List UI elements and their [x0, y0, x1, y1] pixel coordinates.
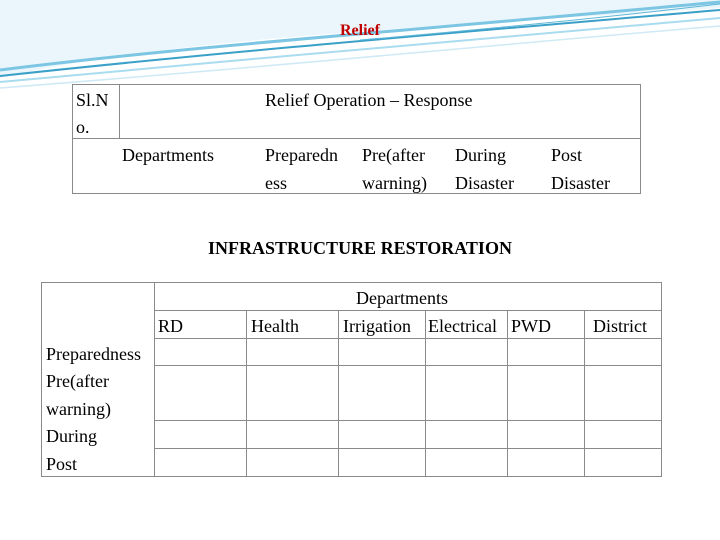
table2-divider-rd	[246, 310, 247, 477]
table1-border-right	[640, 84, 641, 194]
table2-line-row3	[154, 448, 662, 449]
table2-divider-pwd	[584, 310, 585, 477]
section-subtitle: INFRASTRUCTURE RESTORATION	[208, 238, 512, 258]
table2-line-row1	[154, 365, 662, 366]
col-post-line2: Disaster	[551, 173, 610, 193]
slide-title: Relief	[340, 22, 380, 39]
col-header-district: District	[593, 316, 647, 336]
table2-divider-irrigation	[425, 310, 426, 477]
table2-departments-header: Departments	[356, 288, 448, 308]
col-preparedness-line2: ess	[265, 173, 287, 193]
table1-border-top	[72, 84, 641, 85]
table2-divider-electrical	[507, 310, 508, 477]
col-header-electrical: Electrical	[428, 316, 497, 336]
col-pre-warning-line1: Pre(after	[362, 145, 425, 165]
departments-label: Departments	[122, 145, 214, 165]
row-label-post: Post	[46, 454, 78, 474]
col-during-line2: Disaster	[455, 173, 514, 193]
col-header-irrigation: Irrigation	[343, 316, 411, 336]
row-label-during: During	[46, 426, 97, 446]
table2-border-right	[661, 282, 662, 477]
col-header-rd: RD	[158, 316, 184, 336]
sl-no-label-line1: Sl.N	[76, 90, 109, 110]
table2-border-top	[41, 282, 662, 283]
col-post-line1: Post	[551, 145, 583, 165]
col-during-line1: During	[455, 145, 506, 165]
row-label-preparedness: Preparedness	[46, 344, 141, 364]
table2-divider-health	[338, 310, 339, 477]
row-label-pre-after: Pre(after	[46, 371, 109, 391]
table2-line-row2	[154, 420, 662, 421]
header-swoosh-decoration	[0, 0, 720, 90]
relief-operation-header: Relief Operation – Response	[265, 90, 473, 110]
col-pre-warning-line2: warning)	[362, 173, 427, 193]
table2-divider-label	[154, 282, 155, 477]
col-header-pwd: PWD	[511, 316, 551, 336]
table2-border-left	[41, 282, 42, 477]
table2-border-bottom	[41, 476, 662, 477]
col-preparedness-line1: Preparedn	[265, 145, 338, 165]
row-label-warning: warning)	[46, 399, 111, 419]
table1-border-mid	[72, 138, 641, 139]
table1-border-left	[72, 84, 73, 194]
col-header-health: Health	[251, 316, 299, 336]
sl-no-label-line2: o.	[76, 117, 90, 137]
table1-divider-slno	[119, 84, 120, 139]
